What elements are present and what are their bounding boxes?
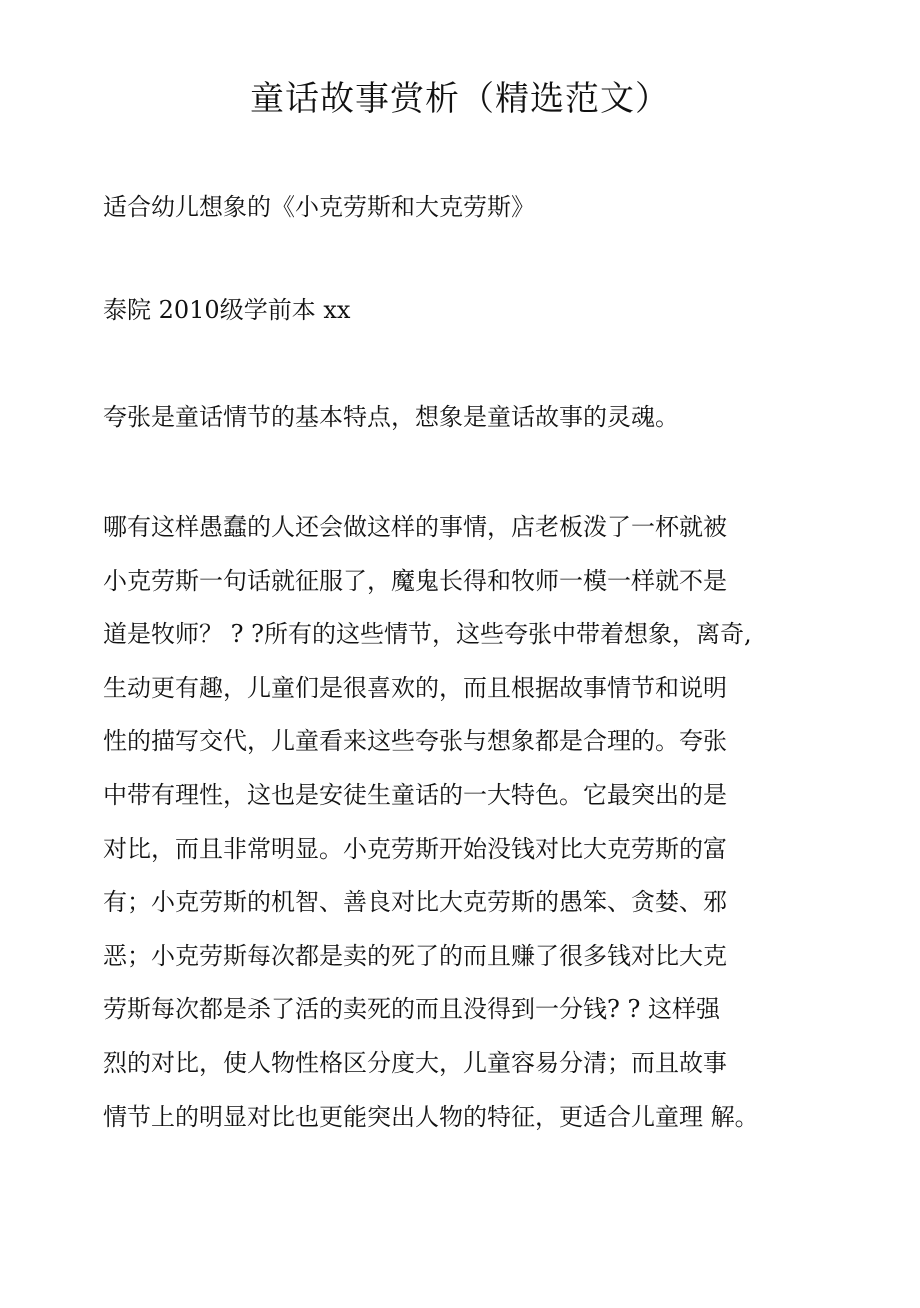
paragraph-line: 烈的对比，使人物性格区分度大，儿童容易分清；而且故事 bbox=[103, 1048, 727, 1077]
paragraph-line: 劳斯每次都是杀了活的卖死的而且没得到一分钱? ? 这样强 bbox=[103, 995, 720, 1024]
paragraph-line: 有；小克劳斯的机智、善良对比大克劳斯的愚笨、贪婪、邪 bbox=[103, 888, 727, 917]
document-subtitle: 适合幼儿想象的《小克劳斯和大克劳斯》 bbox=[103, 193, 535, 221]
body-paragraph bbox=[103, 511, 863, 1154]
paragraph-line: 小克劳斯一句话就征服了，魔鬼长得和牧师一模一样就不是 bbox=[103, 566, 727, 595]
paragraph-line: 生动更有趣，儿童们是很喜欢的，而且根据故事情节和说明 bbox=[103, 673, 727, 702]
paragraph-line: 道是牧师？ ? ?所有的这些情节，这些夸张中带着想象，离奇, bbox=[103, 620, 752, 649]
paragraph-line: 中带有理性，这也是安徒生童话的一大特色。它最突出的是 bbox=[103, 780, 727, 809]
document-title: 童话故事赏析（精选范文） bbox=[250, 79, 670, 119]
paragraph-line: 性的描写交代，儿童看来这些夸张与想象都是合理的。夸张 bbox=[103, 727, 727, 756]
paragraph-line: 情节上的明显对比也更能突出人物的特征，更适合儿童理 解。 bbox=[103, 1102, 759, 1131]
paragraph-line: 对比，而且非常明显。小克劳斯开始没钱对比大克劳斯的富 bbox=[103, 834, 727, 863]
lead-sentence: 夸张是童话情节的基本特点，想象是童话故事的灵魂。 bbox=[103, 403, 679, 431]
paragraph-line: 恶；小克劳斯每次都是卖的死了的而且赚了很多钱对比大克 bbox=[103, 941, 727, 970]
author-line: 泰院 2010级学前本 xx bbox=[103, 296, 351, 324]
paragraph-line: 哪有这样愚蠢的人还会做这样的事情，店老板泼了一杯就被 bbox=[103, 513, 727, 541]
